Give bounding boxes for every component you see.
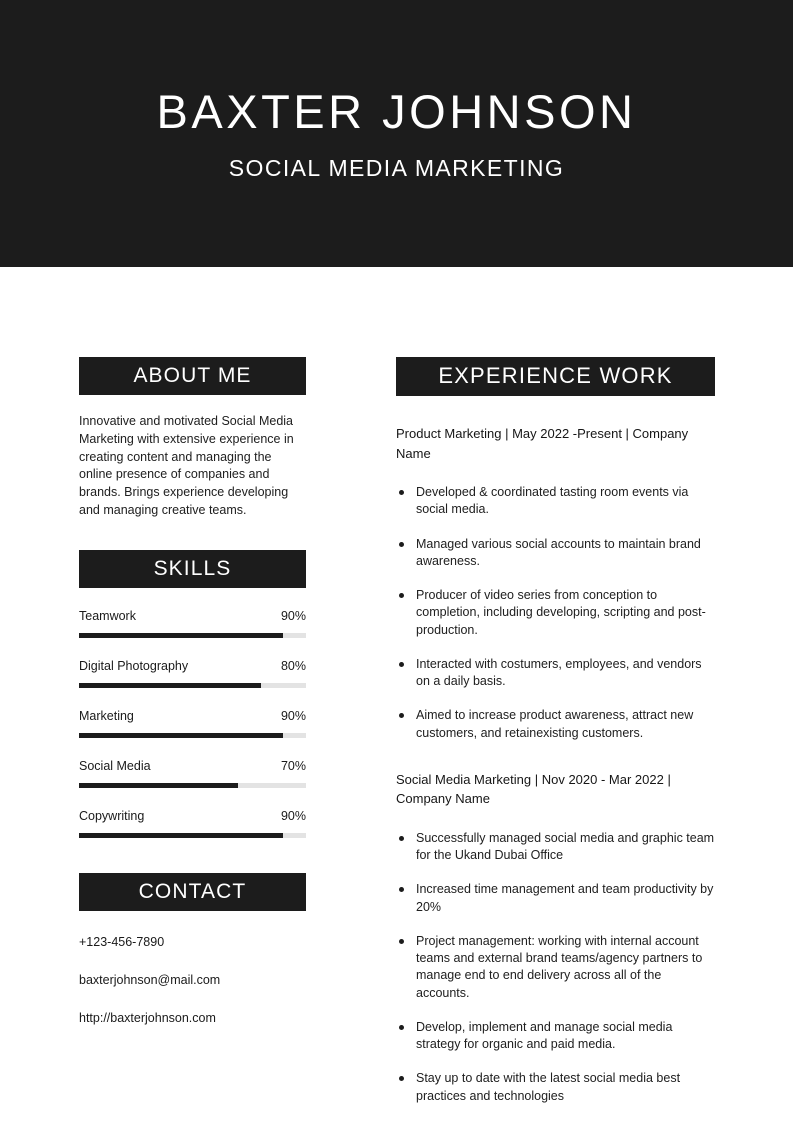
skill-fill [79, 633, 283, 638]
candidate-role: SOCIAL MEDIA MARKETING [228, 154, 565, 181]
experience-bullet: Increased time management and team productivity by 20% [396, 881, 715, 916]
skill-item [79, 809, 306, 838]
contact-phone: +123-456-7890 [79, 934, 165, 949]
skill-label: Social Media [79, 758, 151, 773]
skills-section [79, 550, 306, 838]
experience-section-title: EXPERIENCE WORK [396, 357, 715, 396]
experience-bullet: Developed & coordinated tasting room events via social media. [396, 484, 715, 519]
experience-bullet: Project management: working with internal account teams and external brand teams/agency partners to manage end to end delivery across all of the accounts. [396, 933, 715, 1002]
experience-heading: Social Media Marketing | Nov 2020 - Mar 2022 | Company Name [396, 771, 671, 807]
resume-header [0, 0, 793, 267]
skill-value: 90% [280, 808, 306, 823]
skill-label: Teamwork [79, 608, 136, 623]
experience-bullets [396, 830, 715, 1105]
skill-item [79, 759, 306, 788]
experience-bullet: Interacted with costumers, employees, and vendors on a daily basis. [396, 656, 715, 691]
skill-fill [79, 783, 238, 788]
skill-track [79, 783, 306, 788]
skill-value: 90% [280, 608, 306, 623]
skill-fill [79, 733, 283, 738]
experience-heading: Product Marketing | May 2022 -Present | Company Name [396, 426, 689, 461]
experience-bullet: Producer of video series from conception to completion, including developing, scripting and post-production. [396, 587, 715, 639]
experience-item [396, 770, 715, 1105]
skill-label: Digital Photography [79, 658, 189, 673]
about-section-title: ABOUT ME [79, 357, 306, 395]
skill-track [79, 733, 306, 738]
left-column [79, 357, 306, 1025]
right-column [396, 357, 715, 1105]
experience-bullet: Managed various social accounts to maintain brand awareness. [396, 536, 715, 571]
contact-section-title: CONTACT [79, 873, 306, 911]
skill-track [79, 683, 306, 688]
skill-track [79, 633, 306, 638]
experience-bullet: Develop, implement and manage social media strategy for organic and paid media. [396, 1019, 715, 1054]
candidate-name: BAXTER JOHNSON [156, 84, 637, 138]
skill-item [79, 609, 306, 638]
skill-value: 90% [280, 708, 306, 723]
skill-value: 70% [280, 758, 306, 773]
skill-item [79, 659, 306, 688]
skill-label: Marketing [79, 708, 134, 723]
skill-fill [79, 833, 283, 838]
contact-website[interactable]: http://baxterjohnson.com [79, 1010, 216, 1025]
skill-track [79, 833, 306, 838]
about-section-text: Innovative and motivated Social Media Marketing with extensive experience in creating content and managing the online presence of companies and brands. Brings experience developing and managing creative teams. [79, 414, 294, 517]
contact-email[interactable]: baxterjohnson@mail.com [79, 972, 221, 987]
skill-label: Copywriting [79, 808, 145, 823]
experience-bullets [396, 484, 715, 742]
experience-bullet: Stay up to date with the latest social media best practices and technologies [396, 1070, 715, 1105]
skill-fill [79, 683, 261, 688]
skill-value: 80% [280, 658, 306, 673]
experience-bullet: Successfully managed social media and graphic team for the Ukand Dubai Office [396, 830, 715, 865]
skills-section-title: SKILLS [79, 550, 306, 588]
experience-bullet: Aimed to increase product awareness, attract new customers, and retainexisting customers. [396, 707, 715, 742]
contact-section [79, 873, 306, 1025]
skill-item [79, 709, 306, 738]
experience-item [396, 424, 715, 742]
